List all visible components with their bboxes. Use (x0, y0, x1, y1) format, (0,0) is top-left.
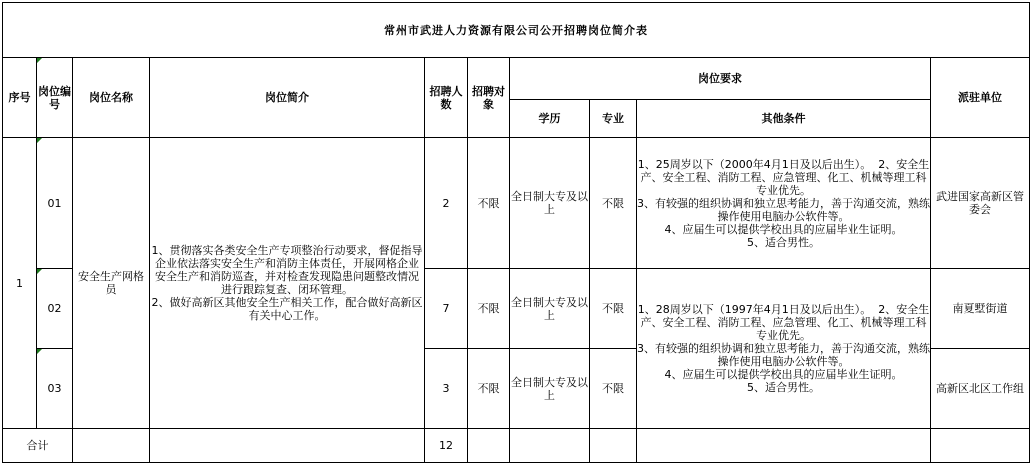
cell-total-empty-1 (73, 429, 150, 463)
cell-position-name: 安全生产网格员 (73, 138, 150, 429)
cell-count-03: 3 (425, 349, 468, 429)
cell-target-02: 不限 (468, 269, 510, 349)
cell-total-empty-4 (510, 429, 590, 463)
header-target: 招聘对象 (468, 58, 510, 138)
cell-total-empty-6 (637, 429, 931, 463)
header-other: 其他条件 (637, 100, 931, 138)
cell-major-02: 不限 (590, 269, 637, 349)
header-code: 岗位编号 (37, 58, 73, 138)
cell-education-03: 全日制大专及以上 (510, 349, 590, 429)
cell-unit-03: 高新区北区工作组 (931, 349, 1030, 429)
header-intro: 岗位简介 (150, 58, 425, 138)
cell-total-label: 合计 (3, 429, 73, 463)
cell-unit-02: 南夏墅街道 (931, 269, 1030, 349)
cell-target-01: 不限 (468, 138, 510, 269)
cell-conditions-01: 1、25周岁以下（2000年4月1日及以后出生）。 2、安全生产、安全工程、消防工程、应急管理、化工、机械等理工科专业优先。 3、有较强的组织协调和独立思考能力，善于沟通交流，熟练操作使用电脑办公软件等。 4、应届生可以提供学校出具的应届毕业生证明。 5、适合男性。 (637, 138, 931, 269)
cell-total-empty-3 (468, 429, 510, 463)
cell-total-empty-5 (590, 429, 637, 463)
cell-code-03: 03 (37, 349, 73, 429)
cell-total-empty-2 (150, 429, 425, 463)
header-requirements: 岗位要求 (510, 58, 931, 100)
cell-major-03: 不限 (590, 349, 637, 429)
cell-total-empty-7 (931, 429, 1030, 463)
header-unit: 派驻单位 (931, 58, 1030, 138)
cell-position-intro: 1、贯彻落实各类安全生产专项整治行动要求，督促指导企业依法落实安全生产和消防主体责任，开展网格企业安全生产和消防巡查，并对检查发现隐患问题整改情况进行跟踪复查、闭环管理。 2、做好高新区其他安全生产相关工作，配合做好高新区有关中心工作。 (150, 138, 425, 429)
header-count: 招聘人数 (425, 58, 468, 138)
cell-education-02: 全日制大专及以上 (510, 269, 590, 349)
table-title: 常州市武进人力资源有限公司公开招聘岗位简介表 (3, 3, 1030, 58)
header-seq: 序号 (3, 58, 37, 138)
cell-code-02: 02 (37, 269, 73, 349)
header-major: 专业 (590, 100, 637, 138)
cell-code-01: 01 (37, 138, 73, 269)
cell-conditions-02: 1、28周岁以下（1997年4月1日及以后出生）。 2、安全生产、安全工程、消防工程、应急管理、化工、机械等理工科专业优先。 3、有较强的组织协调和独立思考能力，善于沟通交流，熟练操作使用电脑办公软件等。 4、应届生可以提供学校出具的应届毕业生证明。 5、适合男性。 (637, 269, 931, 429)
cell-target-03: 不限 (468, 349, 510, 429)
cell-count-01: 2 (425, 138, 468, 269)
header-education: 学历 (510, 100, 590, 138)
cell-unit-01: 武进国家高新区管委会 (931, 138, 1030, 269)
header-name: 岗位名称 (73, 58, 150, 138)
recruitment-table (2, 2, 1030, 463)
cell-count-02: 7 (425, 269, 468, 349)
cell-total-count: 12 (425, 429, 468, 463)
cell-major-01: 不限 (590, 138, 637, 269)
cell-seq: 1 (3, 138, 37, 429)
cell-education-01: 全日制大专及以上 (510, 138, 590, 269)
